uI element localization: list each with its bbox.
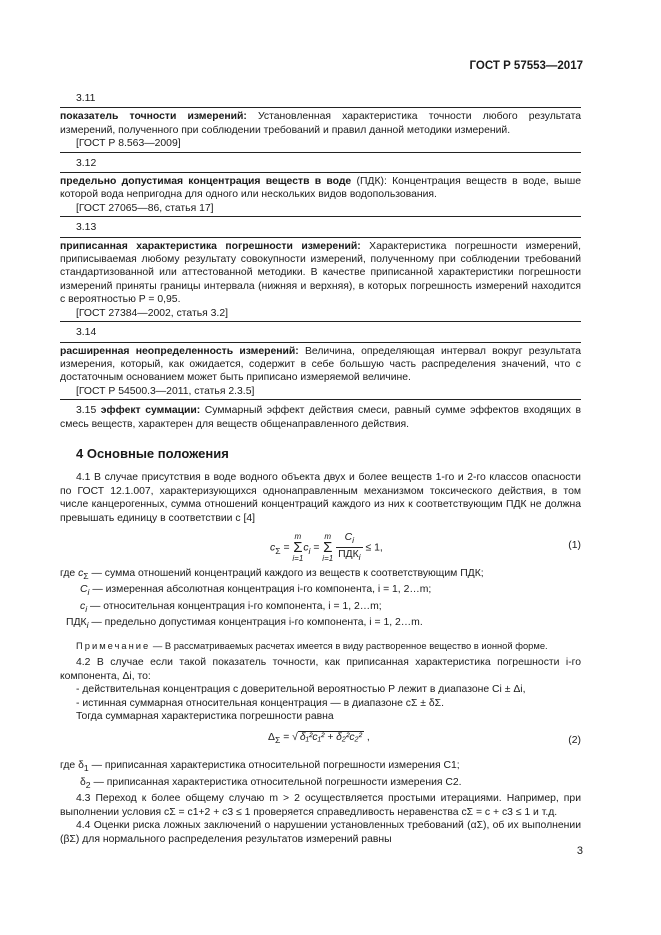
term-name: предельно допустимая концентрация веществ в воде (60, 176, 352, 188)
term-definition: Установленная характеристика точности любого результата измерений, полученного при соблюдении требований и правил данной методики измерений. (60, 111, 582, 136)
definition-item: где $c_\Sigma$ — сумма отношений концентраций каждого из веществ к соответствующим ПДК; (60, 567, 484, 582)
term-name: приписанная характеристика погрешности измерений: (60, 240, 361, 252)
paragraph-4-3: 4.3 Переход к более общему случаю m > 2 осуществляется простыми итерациями. Например, при выполнении условия cΣ = c1+2 + c3 ≤ 1 проверяется справедливость неравенства cΣ = c + c3 ≤ 1 и т.д. (60, 793, 581, 818)
definition-item: где $\delta_1$ — приписанная характеристика относительной погрешности измерения C1; (60, 760, 460, 774)
term-number: 3.14 (76, 327, 97, 339)
sigma-symbol: Σ (323, 538, 333, 556)
radicand: δ₁²c₁² + δ₂²c₂² (299, 732, 362, 744)
paragraph-4-2: 4.2 В случае если такой показатель точности, как приписанная характеристика погрешности i-го компонента, Δi, то: (60, 657, 581, 682)
term-number: 3.11 (76, 93, 96, 104)
term-3-11 (60, 92, 581, 153)
sum-operator: m Σ i=1 (322, 531, 334, 563)
term-definition: Величина, определяющая интервал вокруг результата измерения, который, как ожидается, содержит в себе большую часть распределения значений, что с достаточным основанием может быть приписано измеряемой величине. (60, 345, 581, 384)
term-name: эффект суммации: (100, 405, 201, 417)
note-label: Примечание (76, 639, 151, 651)
term-number: 3.13 (76, 222, 97, 234)
term-3-13 (60, 221, 581, 322)
formula-2 (60, 725, 581, 757)
definition-item: $ПДК_i$ — предельно допустимая концентрация i-го компонента, i = 1, 2…m. (66, 617, 423, 631)
term-box (60, 172, 581, 217)
term-source: [ГОСТ 27065—86, статья 17] (76, 202, 214, 214)
term-number: 3.15 (76, 405, 101, 417)
term-3-15 (60, 404, 581, 431)
term-source: [ГОСТ Р 54500.3—2011, статья 2.3.5] (76, 385, 255, 397)
paragraph-4-2-continued: Тогда суммарная характеристика погрешности равна (76, 710, 334, 722)
formula-number: (2) (568, 735, 581, 747)
term-source: [ГОСТ Р 8.563—2009] (76, 138, 181, 150)
term-box (60, 237, 581, 322)
term-box (60, 342, 581, 401)
term-3-14 (60, 326, 581, 400)
section-heading: 4 Основные положения (76, 445, 229, 461)
paragraph-4-4: 4.4 Оценки риска ложных заключений о нарушении установленных требований (αΣ), об их выполнении (βΣ) для нормального распределения результатов измерений равны (60, 820, 581, 845)
note (60, 639, 581, 652)
fraction: $\frac{C_i}{ПДК_i}$ (338, 531, 361, 563)
term-definition: Суммарный эффект действия смеси, равный сумме эффектов входящих в смесь веществ, характерен для веществ общенаправленного действия. (60, 405, 581, 430)
definition-item: $\delta_2$ — приписанная характеристика относительной погрешности измерения C2. (80, 776, 462, 790)
formula-1 (60, 527, 581, 565)
term-source: [ГОСТ 27384—2002, статья 3.2] (76, 307, 228, 319)
formula-1-body: $c_\Sigma$ = m Σ i=1 $c_i$ = m Σ i=1 $\frac{C_i}{ПДК_i}$ ≤ 1, (270, 531, 383, 563)
note-text: — В рассматриваемых расчетах имеется в виду растворенное вещество в ионной форме. (150, 639, 548, 651)
formula-2-definitions (60, 759, 581, 792)
term-definition: Характеристика погрешности измерений, приписываемая любому результату совокупности измерений, полученному при соблюдении требований стандартизованной или аттестованной методики. В качестве приписанной характеристики погрешности измерений приняты границы интервала (нижняя и верхняя), в которых погрешность измерений находится с вероятностью P = 0,95. (60, 240, 581, 306)
page-number: 3 (576, 845, 583, 857)
term-name: расширенная неопределенность измерений: (60, 345, 299, 357)
formula-1-definitions (60, 567, 581, 633)
document-body (60, 92, 581, 846)
definition-item: $C_i$ — измеренная абсолютная концентрация i-го компонента, i = 1, 2…m; (80, 584, 432, 598)
formula-number: (1) (568, 539, 581, 551)
term-number: 3.12 (76, 157, 97, 169)
sigma-symbol: Σ (293, 538, 303, 556)
formula-2-body: $\Delta_\Sigma$ = √ δ₁²c₁² + δ₂²c₂² , (268, 732, 370, 746)
paragraph-4-1: 4.1 В случае присутствия в воде водного объекта двух и более веществ 1-го и 2-го классов опасности по ГОСТ 12.1.007, характеризующихся однонаправленным механизмом токсического действия, в том числе канцерогенных, сумма отношений концентраций каждого из них к соответствующим ПДК не должна превышать единицу в соответствии с [4] (60, 472, 581, 524)
term-box (60, 107, 581, 152)
term-definition: (ПДК): Концентрация веществ в воде, выше которой вода непригодна для одного или нескольких видов водопользования. (60, 176, 581, 201)
list-item: - истинная суммарная относительная концентрация — в диапазоне cΣ ± δΣ. (76, 697, 444, 709)
sqrt-symbol: √ (292, 732, 298, 744)
sum-operator: m Σ i=1 (292, 531, 304, 563)
term-name: показатель точности измерений: (60, 111, 247, 123)
term-3-12 (60, 157, 581, 218)
list-item: - действительная концентрация c доверительной вероятностью P лежит в диапазоне Ci ± Δi, (76, 684, 526, 696)
definition-item: $c_i$ — относительная концентрация i-го компонента, i = 1, 2…m; (80, 600, 382, 615)
standard-header: ГОСТ Р 57553—2017 (469, 60, 583, 72)
